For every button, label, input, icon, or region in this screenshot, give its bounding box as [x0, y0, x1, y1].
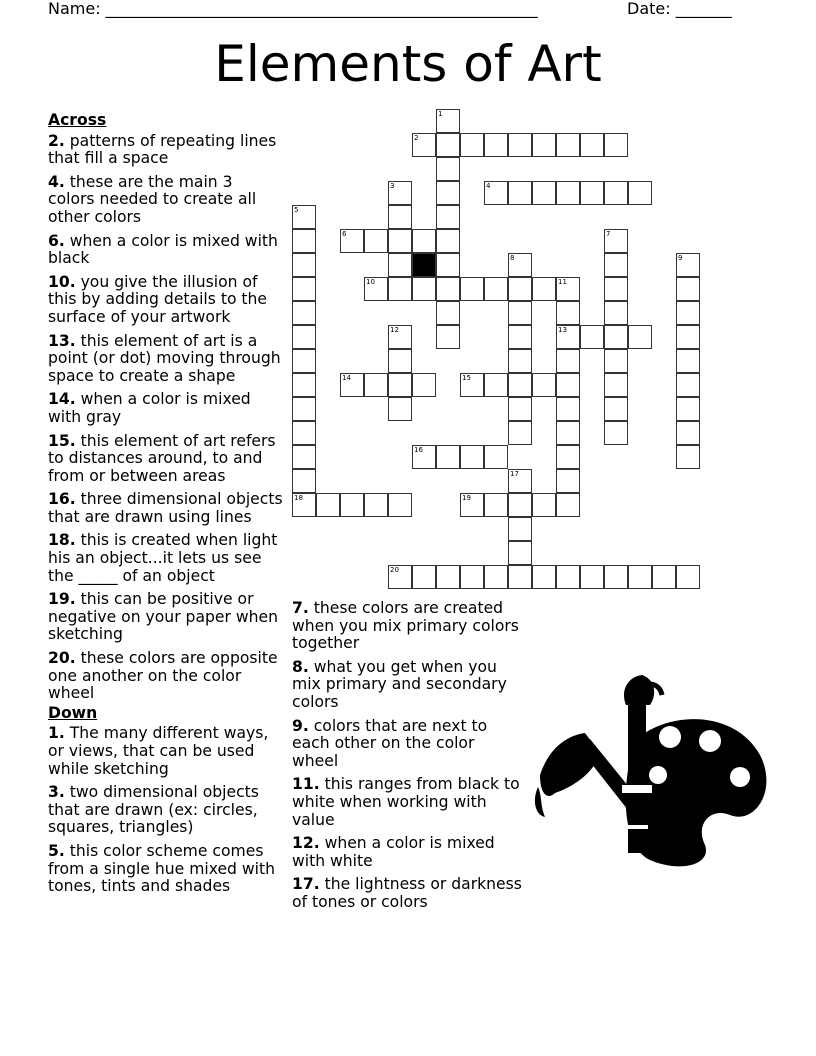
clue-number: 1. [48, 724, 65, 743]
clue-text: this element of art is a point (or dot) moving through space to create a shape [48, 331, 281, 385]
grid-cell[interactable] [676, 349, 700, 373]
cell-number: 5 [294, 206, 299, 214]
grid-cell[interactable] [460, 493, 484, 517]
grid-cell[interactable] [292, 493, 316, 517]
page-title: Elements of Art [214, 35, 602, 93]
grid-cell[interactable] [556, 133, 580, 157]
grid-cell[interactable] [508, 493, 532, 517]
grid-cell[interactable] [508, 133, 532, 157]
grid-cell[interactable] [508, 349, 532, 373]
grid-cell[interactable] [436, 253, 460, 277]
grid-cell[interactable] [556, 277, 580, 301]
grid-cell[interactable] [316, 493, 340, 517]
grid-cell[interactable] [508, 181, 532, 205]
grid-cell[interactable] [604, 421, 628, 445]
grid-cell[interactable] [412, 229, 436, 253]
grid-cell[interactable] [604, 253, 628, 277]
grid-cell-shaded [412, 253, 436, 277]
clue-text: these colors are created when you mix primary colors together [292, 599, 519, 653]
grid-cell[interactable] [460, 565, 484, 589]
grid-cell[interactable] [556, 421, 580, 445]
grid-cell[interactable] [436, 445, 460, 469]
clue-number: 9. [292, 716, 309, 735]
grid-cell[interactable] [388, 229, 412, 253]
cell-number: 16 [414, 446, 423, 454]
clue-text: when a color is mixed with black [48, 231, 278, 268]
grid-cell[interactable] [508, 469, 532, 493]
grid-cell[interactable] [460, 277, 484, 301]
grid-cell[interactable] [292, 421, 316, 445]
across-heading: Across [48, 111, 107, 129]
grid-cell[interactable] [580, 133, 604, 157]
cell-number: 14 [342, 374, 351, 382]
grid-cell[interactable] [604, 133, 628, 157]
grid-cell[interactable] [604, 349, 628, 373]
grid-cell[interactable] [484, 493, 508, 517]
grid-cell[interactable] [604, 325, 628, 349]
grid-cell[interactable] [508, 541, 532, 565]
grid-cell[interactable] [388, 565, 412, 589]
grid-cell[interactable] [460, 373, 484, 397]
grid-cell[interactable] [436, 205, 460, 229]
clue-text: this ranges from black to white when working with value [292, 775, 520, 829]
grid-cell[interactable] [556, 469, 580, 493]
grid-cell[interactable] [292, 325, 316, 349]
clue-text: these are the main 3 colors needed to create all other colors [48, 172, 257, 226]
grid-cell[interactable] [676, 373, 700, 397]
grid-cell[interactable] [604, 565, 628, 589]
cell-number: 17 [510, 470, 519, 478]
grid-cell[interactable] [292, 205, 316, 229]
grid-cell[interactable] [388, 205, 412, 229]
grid-cell[interactable] [508, 421, 532, 445]
clue-number: 4. [48, 172, 65, 191]
grid-cell[interactable] [484, 373, 508, 397]
grid-cell[interactable] [292, 301, 316, 325]
grid-cell[interactable] [604, 229, 628, 253]
grid-cell[interactable] [508, 301, 532, 325]
grid-cell[interactable] [532, 133, 556, 157]
grid-cell[interactable] [292, 277, 316, 301]
grid-cell[interactable] [292, 397, 316, 421]
grid-cell[interactable] [388, 397, 412, 421]
grid-cell[interactable] [484, 565, 508, 589]
grid-cell[interactable] [364, 373, 388, 397]
clue-number: 15. [48, 431, 76, 450]
grid-cell[interactable] [676, 445, 700, 469]
cell-number: 1 [438, 110, 443, 118]
grid-cell[interactable] [436, 565, 460, 589]
clue-text: this element of art refers to distances around, to and from or between areas [48, 431, 276, 485]
grid-cell[interactable] [388, 277, 412, 301]
clue-text: this is created when light his an object...it lets us see the _____ of an object [48, 531, 278, 585]
cell-number: 6 [342, 230, 347, 238]
grid-cell[interactable] [436, 133, 460, 157]
grid-cell[interactable] [532, 493, 556, 517]
grid-cell[interactable] [436, 301, 460, 325]
grid-cell[interactable] [292, 229, 316, 253]
grid-cell[interactable] [556, 181, 580, 205]
grid-cell[interactable] [460, 445, 484, 469]
grid-cell[interactable] [388, 493, 412, 517]
grid-cell[interactable] [556, 445, 580, 469]
cell-number: 19 [462, 494, 471, 502]
grid-cell[interactable] [628, 565, 652, 589]
grid-cell[interactable] [292, 253, 316, 277]
grid-cell[interactable] [676, 421, 700, 445]
grid-cell[interactable] [676, 325, 700, 349]
clue-number: 11. [292, 775, 320, 794]
grid-cell[interactable] [508, 373, 532, 397]
clue-number: 6. [48, 231, 65, 250]
clue-text: when a color is mixed with gray [48, 390, 251, 426]
grid-cell[interactable] [628, 325, 652, 349]
grid-cell[interactable] [388, 253, 412, 277]
grid-cell[interactable] [292, 445, 316, 469]
cell-number: 3 [390, 182, 395, 190]
clue-text: patterns of repeating lines that fill a space [48, 131, 277, 168]
clue-number: 3. [48, 783, 65, 802]
grid-cell[interactable] [340, 493, 364, 517]
grid-cell[interactable] [604, 277, 628, 301]
clue-text: this can be positive or negative on your paper when sketching [48, 590, 278, 644]
grid-cell[interactable] [556, 301, 580, 325]
grid-cell[interactable] [436, 229, 460, 253]
clue-text: two dimensional objects that are drawn (ex: circles, squares, triangles) [48, 783, 259, 837]
grid-cell[interactable] [388, 373, 412, 397]
cell-number: 11 [558, 278, 567, 286]
clue-text: you give the illusion of this by adding details to the surface of your artwork [48, 272, 268, 326]
grid-cell[interactable] [292, 349, 316, 373]
cell-number: 20 [390, 566, 399, 574]
clue-number: 18. [48, 531, 76, 550]
clue-text: The many different ways, or views, that can be used while sketching [48, 724, 269, 778]
clue-number: 17. [292, 875, 320, 894]
grid-cell[interactable] [580, 565, 604, 589]
grid-cell[interactable] [580, 181, 604, 205]
date-field[interactable]: Date: _______ [627, 0, 732, 18]
grid-cell[interactable] [436, 325, 460, 349]
grid-cell[interactable] [388, 181, 412, 205]
grid-cell[interactable] [604, 301, 628, 325]
grid-cell[interactable] [532, 565, 556, 589]
grid-cell[interactable] [508, 397, 532, 421]
cell-number: 13 [558, 326, 567, 334]
grid-cell[interactable] [556, 397, 580, 421]
grid-cell[interactable] [628, 181, 652, 205]
grid-cell[interactable] [532, 181, 556, 205]
grid-cell[interactable] [508, 517, 532, 541]
grid-cell[interactable] [412, 565, 436, 589]
grid-cell[interactable] [556, 325, 580, 349]
clue-number: 13. [48, 331, 76, 350]
grid-cell[interactable] [652, 565, 676, 589]
grid-cell[interactable] [508, 277, 532, 301]
grid-cell[interactable] [412, 373, 436, 397]
grid-cell[interactable] [508, 325, 532, 349]
grid-cell[interactable] [436, 157, 460, 181]
grid-cell[interactable] [292, 469, 316, 493]
grid-cell[interactable] [508, 565, 532, 589]
paint-palette-brush-icon [530, 675, 780, 875]
grid-cell[interactable] [484, 181, 508, 205]
cell-number: 18 [294, 494, 303, 502]
grid-cell[interactable] [412, 133, 436, 157]
grid-cell[interactable] [436, 277, 460, 301]
clue-text: what you get when you mix primary and secondary colors [292, 657, 507, 711]
clue-text: these colors are opposite one another on the color wheel [48, 649, 278, 703]
grid-cell[interactable] [556, 565, 580, 589]
grid-cell[interactable] [556, 493, 580, 517]
grid-cell[interactable] [676, 301, 700, 325]
clue-number: 12. [292, 834, 320, 853]
grid-cell[interactable] [436, 181, 460, 205]
grid-cell[interactable] [340, 373, 364, 397]
grid-cell[interactable] [604, 373, 628, 397]
grid-cell[interactable] [604, 397, 628, 421]
cell-number: 7 [606, 230, 611, 238]
grid-cell[interactable] [484, 133, 508, 157]
grid-cell[interactable] [484, 277, 508, 301]
cell-number: 2 [414, 134, 419, 142]
grid-cell[interactable] [676, 565, 700, 589]
cell-number: 4 [486, 182, 491, 190]
clue-number: 14. [48, 390, 76, 409]
clue-number: 10. [48, 272, 76, 291]
clue-text: this color scheme comes from a single hue mixed with tones, tints and shades [48, 841, 275, 896]
grid-cell[interactable] [364, 277, 388, 301]
grid-cell[interactable] [292, 373, 316, 397]
grid-cell[interactable] [340, 229, 364, 253]
grid-cell[interactable] [436, 109, 460, 133]
clue-number: 2. [48, 131, 65, 150]
grid-cell[interactable] [580, 325, 604, 349]
grid-cell[interactable] [388, 349, 412, 373]
grid-cell[interactable] [388, 325, 412, 349]
clue-text: colors that are next to each other on the color wheel [292, 716, 488, 770]
clue-number: 19. [48, 590, 76, 609]
grid-cell[interactable] [412, 277, 436, 301]
grid-cell[interactable] [484, 445, 508, 469]
grid-cell[interactable] [508, 253, 532, 277]
cell-number: 9 [678, 254, 683, 262]
clue-text: the lightness or darkness of tones or colors [292, 875, 522, 911]
grid-cell[interactable] [364, 493, 388, 517]
clue-number: 5. [48, 841, 65, 860]
cell-number: 12 [390, 326, 399, 334]
grid-cell[interactable] [676, 253, 700, 277]
name-field[interactable]: Name: ______________________________________________________ [48, 0, 538, 18]
clue-text: when a color is mixed with white [292, 834, 495, 870]
grid-cell[interactable] [604, 181, 628, 205]
cell-number: 15 [462, 374, 471, 382]
grid-cell[interactable] [676, 277, 700, 301]
clue-number: 20. [48, 649, 76, 668]
grid-cell[interactable] [556, 373, 580, 397]
grid-cell[interactable] [364, 229, 388, 253]
cell-number: 8 [510, 254, 515, 262]
grid-cell[interactable] [532, 277, 556, 301]
clue-number: 16. [48, 490, 76, 509]
grid-cell[interactable] [556, 349, 580, 373]
grid-cell[interactable] [532, 373, 556, 397]
down-heading: Down [48, 703, 98, 722]
grid-cell[interactable] [412, 445, 436, 469]
grid-cell[interactable] [676, 397, 700, 421]
clue-number: 7. [292, 599, 309, 617]
grid-cell[interactable] [460, 133, 484, 157]
cell-number: 10 [366, 278, 375, 286]
clue-text: three dimensional objects that are drawn using lines [48, 490, 283, 526]
clue-number: 8. [292, 657, 309, 676]
